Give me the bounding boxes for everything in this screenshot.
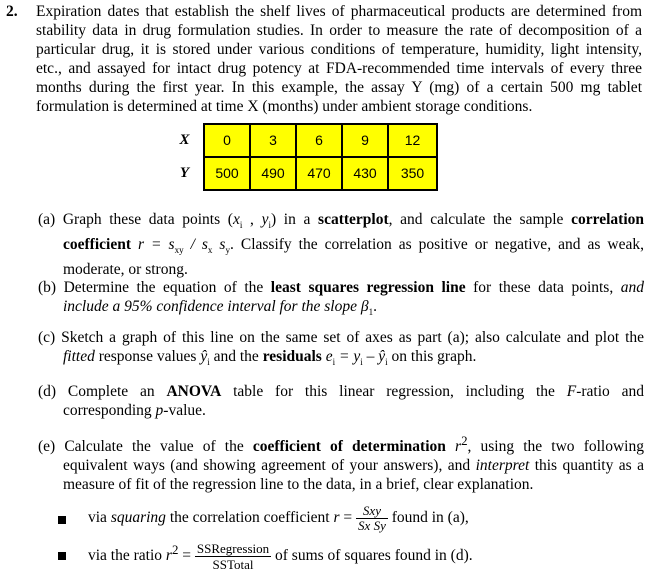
text: ) in a [270, 211, 319, 228]
x-cell: 6 [296, 124, 342, 157]
part-d [38, 382, 644, 420]
fraction-denominator: SSTotal [212, 557, 254, 573]
part-d-line-1 [38, 382, 644, 401]
text: = y [335, 348, 361, 365]
y-cell: 350 [388, 157, 437, 190]
y-cell: 490 [250, 157, 296, 190]
part-e-line-1 [38, 431, 644, 456]
text: and the [209, 348, 263, 365]
text: fitted [63, 348, 95, 365]
text: F [566, 383, 577, 400]
ss-ratio-fraction [195, 541, 271, 572]
x-cell: 9 [342, 124, 388, 157]
text: r [165, 547, 172, 565]
part-e [38, 431, 644, 494]
text: table for this linear regression, including the [221, 383, 567, 400]
text: s [212, 236, 226, 254]
part-b [38, 278, 644, 322]
superscript: 2 [461, 433, 468, 448]
text: β [360, 298, 369, 315]
text: r [131, 236, 145, 254]
fraction-numerator: Sxy [356, 504, 388, 519]
text: for these data points, [465, 279, 621, 296]
bold-term: coefficient of determination [252, 438, 446, 456]
y-header: Y [179, 165, 190, 181]
text: the correlation coefficient [165, 509, 334, 527]
subscript: i [239, 220, 243, 231]
x-header: X [179, 132, 190, 148]
text: , and calculate the sample [388, 211, 572, 228]
text: p [155, 402, 164, 419]
data-table [166, 123, 438, 191]
part-e-line-2 [38, 456, 644, 475]
text: r [445, 438, 462, 456]
subscript: y [225, 245, 230, 256]
text: / s [183, 236, 208, 254]
text: on this graph. [387, 348, 477, 365]
text: via [88, 509, 111, 527]
text: = s [144, 236, 175, 254]
text: via the ratio [88, 547, 166, 565]
correlation-fraction [356, 504, 388, 533]
subscript: i [360, 357, 363, 368]
table-row-y [166, 157, 437, 190]
bold-term: correlation [571, 211, 644, 228]
text: (d) Complete an [38, 383, 167, 400]
part-a-line-3: moderate, or strong. [63, 261, 188, 279]
table-row-x [166, 124, 437, 157]
subscript: i [207, 357, 210, 368]
square-bullet-icon [58, 516, 66, 524]
intro-line: months during the first year. In this example, the assay Y (mg) of a certain 500 mg tablet [36, 79, 642, 96]
y-cell: 470 [296, 157, 342, 190]
bold-term: residuals [262, 348, 322, 365]
part-c-line-2 [38, 347, 644, 372]
subscript: i [385, 357, 388, 368]
fraction-denominator: Sx Sy [358, 518, 386, 533]
text: = [339, 509, 353, 527]
part-b-line-1 [38, 278, 644, 297]
y-cell: 430 [342, 157, 388, 190]
bullet-1 [88, 504, 469, 533]
text: . Classify the correlation as positive or negative, and as weak, [229, 236, 644, 254]
text: -value. [163, 402, 206, 419]
text: response values [94, 348, 201, 365]
part-d-line-2 [38, 401, 644, 420]
intro-line: particular drug, it is stored under various conditions of temperature, humidity, light intensity, [36, 41, 642, 58]
subscript: xy [174, 245, 184, 256]
fraction-numerator: SSRegression [196, 541, 270, 557]
intro-line: stability data in drug formulation studies. In order to measure the rate of decomposition of a [36, 22, 642, 39]
text: (b) Determine the equation of the [38, 279, 271, 296]
text: this quantity as a [529, 457, 644, 475]
text: -ratio and [576, 383, 644, 400]
text: (e) Calculate the value of the [38, 438, 253, 456]
text: corresponding [63, 402, 156, 419]
square-bullet-icon [58, 552, 66, 560]
text: squaring [110, 509, 166, 527]
text: include a 95% confidence interval for the slope [63, 298, 361, 315]
y-cell: 500 [204, 157, 250, 190]
part-a-line-2 [38, 235, 644, 260]
text: and [620, 279, 644, 296]
superscript: 2 [171, 542, 179, 557]
intro-line: formulation is determined at time X (months) under ambient storage conditions. [36, 98, 533, 115]
text: of sums of squares found in (d). [275, 547, 473, 565]
text: – [362, 348, 379, 365]
bullet-2 [88, 540, 473, 572]
text: , [242, 211, 262, 228]
text: y [261, 211, 269, 228]
part-b-line-2 [38, 297, 644, 322]
x-cell: 12 [388, 124, 437, 157]
problem-number: 2. [6, 3, 18, 20]
text: . [373, 298, 377, 315]
bold-term: scatterplot [318, 211, 389, 228]
subscript: 1 [368, 307, 374, 318]
intro-line: Expiration dates that establish the shelf lives of pharmaceutical products are determined from [36, 3, 642, 20]
text: found in (a), [391, 509, 469, 527]
bold-term: coefficient [63, 236, 131, 254]
part-a-line-1 [38, 210, 644, 235]
part-e-line-3: measure of fit of the regression line to the data, in a brief, clear explanation. [63, 476, 534, 494]
bold-term: least squares regression line [270, 279, 466, 296]
text: x [232, 211, 240, 228]
x-cell: 3 [250, 124, 296, 157]
x-cell: 0 [204, 124, 250, 157]
problem-intro [36, 2, 642, 116]
text: (a) Graph these data points ( [38, 211, 233, 228]
text: r [333, 509, 340, 527]
subscript: x [207, 245, 213, 256]
bold-term: ANOVA [166, 383, 222, 400]
subscript: i [332, 357, 336, 368]
text: ŷ [200, 348, 208, 365]
text: = [178, 547, 192, 565]
part-c [38, 328, 644, 372]
text: , using the two following [467, 438, 644, 456]
part-a [38, 210, 644, 279]
subscript: i [268, 220, 271, 231]
part-c-line-1: (c) Sketch a graph of this line on the same set of axes as part (a); also calculate and plot the [38, 329, 644, 346]
text: e [321, 348, 333, 365]
text: equivalent ways (and showing agreement of your answers), and [63, 457, 476, 475]
text: ŷ [378, 348, 386, 365]
intro-line: etc., and assayed for intact drug potency at FDA-recommended time intervals of every three [36, 60, 642, 77]
text: interpret [475, 457, 530, 475]
